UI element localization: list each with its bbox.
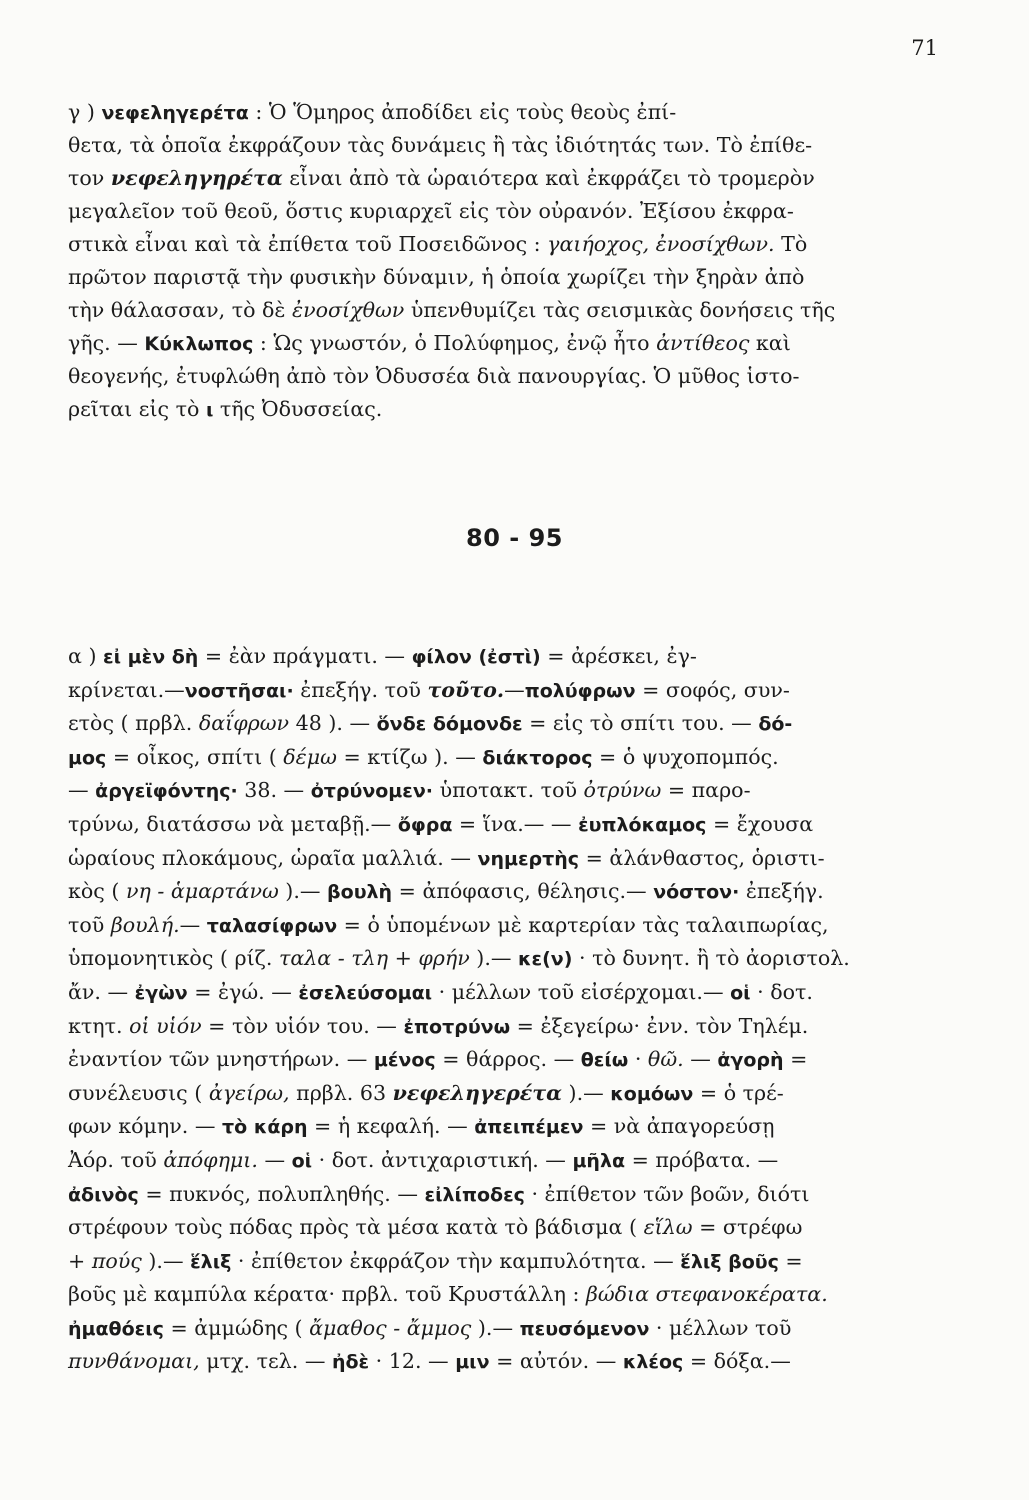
- emphasized-text: δαΐφρων: [198, 711, 290, 736]
- text-run: κὸς (: [68, 879, 126, 904]
- text-line: [68, 162, 934, 195]
- text-line: [68, 1178, 934, 1212]
- text-run: = ἵνα.— —: [452, 811, 579, 836]
- text-run: = πρόβατα. —: [625, 1147, 779, 1172]
- text-run: κτητ.: [68, 1013, 130, 1038]
- text-run: · ἐπίθετον τῶν βοῶν, διότι: [524, 1181, 810, 1206]
- headword: νοστῆσαι·: [184, 679, 294, 702]
- text-line: [68, 741, 934, 775]
- text-run: α ): [68, 644, 104, 668]
- text-line: [68, 1077, 934, 1111]
- text-run: : Ὁ Ὅμηρος ἀποδίδει εἰς τοὺς θεοὺς ἐπί-: [248, 100, 677, 124]
- headword: ἀδινὸς: [68, 1183, 139, 1206]
- text-run: = ἐγώ. —: [187, 979, 299, 1004]
- text-run: · δοτ.: [750, 979, 813, 1004]
- text-run: +: [68, 1248, 92, 1273]
- text-run: ἐπεξήγ.: [739, 879, 824, 904]
- text-line: [68, 360, 934, 393]
- text-run: —: [683, 1047, 718, 1072]
- text-line: [68, 327, 934, 360]
- text-line: [68, 228, 934, 261]
- headword: ἕλιξ: [190, 1250, 232, 1273]
- text-run: = θάρρος. —: [435, 1047, 581, 1072]
- text-run: Τὸ: [774, 232, 808, 256]
- text-run: εἶναι ἀπὸ τὰ ὡραιότερα καὶ ἐκφράζει τὸ τρομερὸν: [282, 166, 815, 190]
- text-line: [68, 195, 934, 228]
- text-run: ἄν. —: [68, 979, 135, 1004]
- text-line: [68, 96, 934, 129]
- text-run: βοῦς μὲ καμπύλα κέρατα· πρβλ. τοῦ Κρυστάλλη :: [68, 1282, 586, 1307]
- text-run: τῆς Ὀδυσσείας.: [213, 397, 383, 421]
- emphasized-text: βώδια στεφανοκέρατα.: [585, 1282, 828, 1307]
- text-run: τρύνω, διατάσσω νὰ μεταβῇ.—: [68, 811, 398, 836]
- emphasized-text: τοῦτο.: [427, 677, 505, 702]
- emphasized-text: πυνθάνομαι,: [68, 1349, 200, 1374]
- text-run: = ὁ τρέ-: [693, 1080, 784, 1105]
- emphasized-text: ἀγείρω,: [208, 1080, 290, 1105]
- text-run: μεγαλεῖον τοῦ θεοῦ, ὅστις κυριαρχεῖ εἰς τὸν οὐρανόν. Ἐξίσου ἐκφρα-: [68, 199, 794, 223]
- commentary-paragraph-gamma: [68, 96, 934, 426]
- text-run: = ὁ ψυχοπομπός.: [592, 744, 779, 769]
- text-line: [68, 707, 934, 741]
- text-run: ὡραίους πλοκάμους, ὡραῖα μαλλιά. —: [68, 845, 478, 870]
- text-line: [68, 640, 934, 674]
- text-run: θετα, τὰ ὁποῖα ἐκφράζουν τὰς δυνάμεις ἢ τὰς ἰδιότητάς των. Τὸ ἐπίθε-: [68, 133, 813, 157]
- headword: μιν: [455, 1351, 490, 1374]
- text-line: [68, 1278, 934, 1312]
- emphasized-text: ὀτρύνω: [583, 778, 662, 803]
- text-run: πρῶτον παριστᾷ τὴν φυσικὴν δύναμιν, ἡ ὁποία χωρίζει τὴν ξηρὰν ἀπὸ: [68, 265, 805, 289]
- headword: μῆλα: [572, 1149, 626, 1172]
- text-run: = αὐτόν. —: [489, 1349, 623, 1374]
- headword: ἀπειπέμεν: [474, 1116, 584, 1139]
- text-line: [68, 1211, 934, 1245]
- headword: οἱ: [730, 981, 751, 1004]
- text-run: =: [778, 1248, 803, 1273]
- emphasized-text: ἀντίθεος: [656, 331, 750, 355]
- emphasized-text: θῶ.: [647, 1047, 684, 1072]
- text-run: · 12. —: [369, 1349, 456, 1374]
- text-line: [68, 1245, 934, 1279]
- headword: ἐυπλόκαμος: [578, 813, 707, 836]
- text-run: = ὁ ὑπομένων μὲ καρτερίαν τὰς ταλαιπωρίας,: [337, 912, 829, 937]
- headword: διάκτορος: [482, 746, 593, 769]
- headword: ἐποτρύνω: [403, 1015, 511, 1038]
- headword: θείω: [580, 1049, 629, 1072]
- text-run: = στρέφω: [692, 1215, 803, 1240]
- headword: μένος: [373, 1049, 436, 1072]
- text-run: =: [783, 1047, 808, 1072]
- headword: κομόων: [610, 1082, 694, 1105]
- headword: πολύφρων: [524, 679, 636, 702]
- text-run: = ἀρέσκει, ἐγ-: [540, 644, 697, 668]
- headword: ἀργεϊφόντης·: [95, 780, 238, 803]
- text-run: γῆς. —: [68, 331, 145, 355]
- text-run: = ἡ κεφαλή. —: [307, 1114, 475, 1139]
- text-run: = πυκνός, πολυπληθής. —: [138, 1181, 425, 1206]
- text-run: ).—: [469, 946, 519, 971]
- emphasized-text: νεφεληγερέτα: [392, 1080, 563, 1105]
- glossary-paragraph-alpha: [68, 640, 934, 1379]
- text-run: · τὸ δυνητ. ἢ τὸ ἀοριστολ.: [572, 946, 850, 971]
- headword: ἀγορὴ: [717, 1049, 784, 1072]
- emphasized-text: δέμω: [283, 744, 337, 769]
- emphasized-text: ἐνοσίχθων: [292, 298, 405, 322]
- headword: νεφεληγερέτα: [101, 102, 249, 124]
- text-run: 48 ). —: [289, 711, 377, 736]
- headword: ἕλιξ βοῦς: [680, 1250, 779, 1273]
- emphasized-text: νη - ἁμαρτάνω: [125, 879, 279, 904]
- text-run: φων κόμην. —: [68, 1114, 223, 1139]
- headword: τὸ κάρη: [222, 1116, 308, 1139]
- text-run: στικὰ εἶναι καὶ τὰ ἐπίθετα τοῦ Ποσειδῶνος :: [68, 232, 548, 256]
- text-run: = οἶκος, σπίτι (: [106, 744, 284, 769]
- text-run: ὑπομονητικὸς ( ρίζ.: [68, 946, 279, 971]
- text-run: = νὰ ἀπαγορεύσῃ: [583, 1114, 775, 1139]
- text-run: ἐπεξήγ. τοῦ: [293, 677, 428, 702]
- headword: βουλὴ: [327, 881, 393, 904]
- text-run: ·: [628, 1047, 648, 1072]
- emphasized-text: νεφεληγηρέτα: [110, 166, 283, 190]
- text-run: ὑποτακτ. τοῦ: [433, 778, 584, 803]
- text-run: —: [179, 912, 207, 937]
- text-line: [68, 1345, 934, 1379]
- headword: ἐσελεύσομαι: [298, 981, 433, 1004]
- text-run: = τὸν υἱόν του. —: [201, 1013, 404, 1038]
- text-run: —: [504, 677, 525, 702]
- text-run: 38. —: [237, 778, 311, 803]
- text-run: γ ): [68, 100, 102, 124]
- page-number: 71: [911, 36, 938, 60]
- text-run: θεογενής, ἐτυφλώθη ἀπὸ τὸν Ὀδυσσέα διὰ πανουργίας. Ὁ μῦθος ἱστο-: [68, 364, 800, 388]
- text-line: [68, 1110, 934, 1144]
- emphasized-text: οἱ υἱόν: [129, 1013, 202, 1038]
- headword: κε(ν): [518, 948, 573, 971]
- text-run: = εἰς τὸ σπίτι του. —: [522, 711, 759, 736]
- headword: Κύκλωπος: [144, 333, 254, 355]
- text-run: = ἀμμώδης (: [163, 1315, 310, 1340]
- text-run: · μέλλων τοῦ: [649, 1315, 792, 1340]
- emphasized-text: βουλή.: [110, 912, 180, 937]
- text-run: —: [257, 1147, 292, 1172]
- headword: πευσόμενον: [519, 1317, 650, 1340]
- text-run: · δοτ. ἀντιχαριστική. —: [312, 1147, 573, 1172]
- text-line: [68, 909, 934, 943]
- text-line: [68, 674, 934, 708]
- headword: ταλασίφρων: [206, 914, 338, 937]
- text-run: = ἀπόφασις, θέλησις.—: [392, 879, 654, 904]
- text-run: στρέφουν τοὺς πόδας πρὸς τὰ μέσα κατὰ τὸ βάδισμα (: [68, 1215, 644, 1240]
- text-run: ).—: [471, 1315, 520, 1340]
- text-run: ).—: [562, 1080, 611, 1105]
- text-run: = δόξα.—: [683, 1349, 791, 1374]
- text-run: = ἀλάνθαστος, ὁριστι-: [579, 845, 825, 870]
- text-run: = σοφός, συν-: [635, 677, 790, 702]
- headword: ὅνδε δόμονδε: [376, 713, 523, 736]
- text-line: [68, 1312, 934, 1346]
- headword: νόστον·: [653, 881, 740, 904]
- text-run: · μέλλων τοῦ εἰσέρχομαι.—: [432, 979, 731, 1004]
- text-run: Ἀόρ. τοῦ: [68, 1147, 164, 1172]
- text-run: τον: [68, 166, 111, 190]
- emphasized-text: ταλα - τλη + φρήν: [278, 946, 470, 971]
- text-line: [68, 294, 934, 327]
- emphasized-text: πούς: [91, 1248, 142, 1273]
- text-line: [68, 875, 934, 909]
- text-line: [68, 808, 934, 842]
- text-run: = παρο-: [661, 778, 751, 803]
- emphasized-text: ἄμαθος - ἄμμος: [309, 1315, 472, 1340]
- text-line: [68, 976, 934, 1010]
- headword: ἠδὲ: [331, 1351, 370, 1374]
- text-run: πρβλ. 63: [289, 1080, 393, 1105]
- text-run: ρεῖται εἰς τὸ: [68, 397, 206, 421]
- text-line: [68, 261, 934, 294]
- headword: ι: [205, 399, 214, 421]
- headword: οἱ: [291, 1149, 313, 1172]
- text-run: ἐναντίον τῶν μνηστήρων. —: [68, 1047, 374, 1072]
- headword: ἠμαθόεις: [68, 1317, 164, 1340]
- headword: εἰ μὲν δὴ: [103, 646, 199, 668]
- text-run: τὴν θάλασσαν, τὸ δὲ: [68, 298, 293, 322]
- headword: μος: [68, 746, 107, 769]
- text-line: [68, 842, 934, 876]
- text-line: [68, 1010, 934, 1044]
- text-run: = κτίζω ). —: [336, 744, 483, 769]
- text-run: ετὸς ( πρβλ.: [68, 711, 199, 736]
- text-run: κρίνεται.—: [68, 677, 185, 702]
- headword: ἐγὼν: [134, 981, 188, 1004]
- text-run: ὑπενθυμίζει τὰς σεισμικὰς δονήσεις τῆς: [404, 298, 836, 322]
- text-run: = ἐὰν πράγματι. —: [198, 644, 412, 668]
- headword: δό-: [758, 713, 793, 736]
- text-line: [68, 393, 934, 426]
- text-line: [68, 129, 934, 162]
- text-run: = ἐξεγείρω· ἐνν. τὸν Τηλέμ.: [510, 1013, 809, 1038]
- headword: ὀτρύνομεν·: [310, 780, 434, 803]
- emphasized-text: ἀπόφημι.: [163, 1147, 258, 1172]
- text-line: [68, 774, 934, 808]
- text-run: : Ὡς γνωστόν, ὁ Πολύφημος, ἐνῷ ἦτο: [253, 331, 657, 355]
- headword: εἰλίποδες: [424, 1183, 525, 1206]
- text-run: μτχ. τελ. —: [199, 1349, 332, 1374]
- headword: φίλον (ἐστὶ): [411, 646, 541, 668]
- emphasized-text: γαιήοχος, ἐνοσίχθων.: [547, 232, 775, 256]
- emphasized-text: εἵλω: [643, 1215, 693, 1240]
- text-run: ).—: [278, 879, 328, 904]
- text-line: [68, 942, 934, 976]
- headword: νημερτὴς: [477, 847, 580, 870]
- text-run: —: [68, 778, 96, 803]
- text-line: [68, 1043, 934, 1077]
- headword: κλέος: [622, 1351, 684, 1374]
- headword: ὄφρα: [397, 813, 453, 836]
- text-line: [68, 1144, 934, 1178]
- text-run: καὶ: [749, 331, 791, 355]
- verse-range-heading: 80 - 95: [466, 524, 563, 552]
- text-run: = ἔχουσα: [706, 811, 814, 836]
- text-run: συνέλευσις (: [68, 1080, 209, 1105]
- text-run: · ἐπίθετον ἐκφράζον τὴν καμπυλότητα. —: [231, 1248, 681, 1273]
- text-run: ).—: [141, 1248, 191, 1273]
- text-run: τοῦ: [68, 912, 111, 937]
